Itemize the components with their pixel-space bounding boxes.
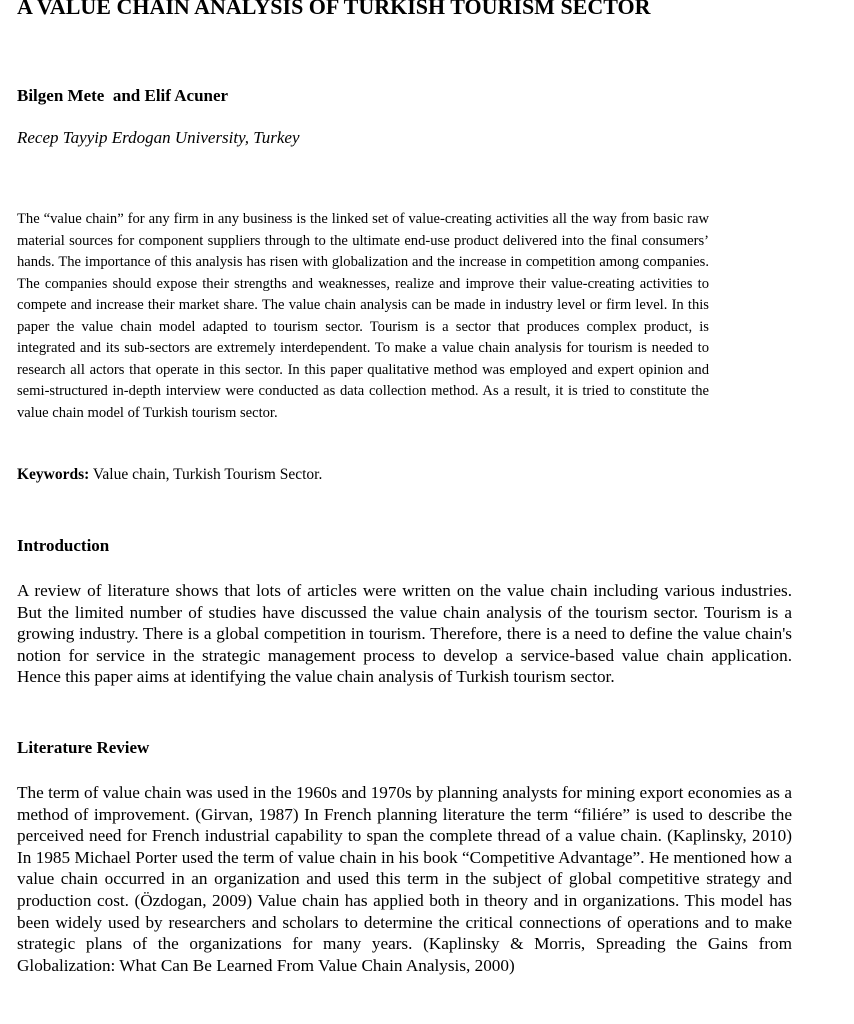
paper-authors: Bilgen Mete and Elif Acuner [17, 86, 229, 105]
paper-title: A VALUE CHAIN ANALYSIS OF TURKISH TOURISM SECTOR [17, 0, 651, 19]
literature-review-paragraph: The term of value chain was used in the 1960s and 1970s by planning analysts for mining export economies as a method of improvement. (Girvan, 1987) In French planning literature the term “filiére” is used to describe the perceived need for French industrial capability to span the complete thread of a value chain. (Kaplinsky, 2010) In 1985 Michael Porter used the term of value chain in his book “Competitive Advantage”. He mentioned how a value chain occurred in an organization and used this term in the subject of global competitive strategy and production cost. (Özdogan, 2009) Value chain has applied both in theory and in organizations. This model has been widely used by researchers and scholars to determine the critical connections of operations and to make strategic plans of the organizations for many years. (Kaplinsky & Morris, Spreading the Gains from Globalization: What Can Be Learned From Value Chain Analysis, 2000) [17, 783, 792, 975]
introduction-heading: Introduction [17, 536, 110, 555]
paper-affiliation: Recep Tayyip Erdogan University, Turkey [17, 128, 300, 147]
keywords-text: Value chain, Turkish Tourism Sector. [89, 466, 323, 483]
literature-review-heading: Literature Review [17, 738, 150, 757]
introduction-paragraph: A review of literature shows that lots of articles were written on the value chain including various industries. But the limited number of studies have discussed the value chain analysis of the tourism sector. Tourism is a growing industry. There is a global competition in tourism. Therefore, there is a need to define the value chain's notion for service in the strategic management process to develop a service-based value chain application. Hence this paper aims at identifying the value chain analysis of Turkish tourism sector. [17, 581, 792, 687]
keywords-label: Keywords: [17, 466, 90, 483]
abstract-paragraph: The “value chain” for any firm in any business is the linked set of value-creating activities all the way from basic raw material sources for component suppliers through to the ultimate end-use product delivered into the final consumers’ hands. The importance of this analysis has risen with globalization and the increase in competition among companies. The companies should expose their strengths and weaknesses, realize and improve their value-creating activities to compete and increase their market share. The value chain analysis can be made in industry level or firm level. In this paper the value chain model adapted to tourism sector. Tourism is a sector that produces complex product, is integrated and its sub-sectors are extremely interdependent. To make a value chain analysis for tourism is needed to research all actors that operate in this sector. In this paper qualitative method was employed and expert opinion and semi-structured in-depth interview were conducted as data collection method. As a result, it is tried to constitute the value chain model of Turkish tourism sector. [17, 211, 709, 421]
keywords-line [17, 465, 322, 485]
